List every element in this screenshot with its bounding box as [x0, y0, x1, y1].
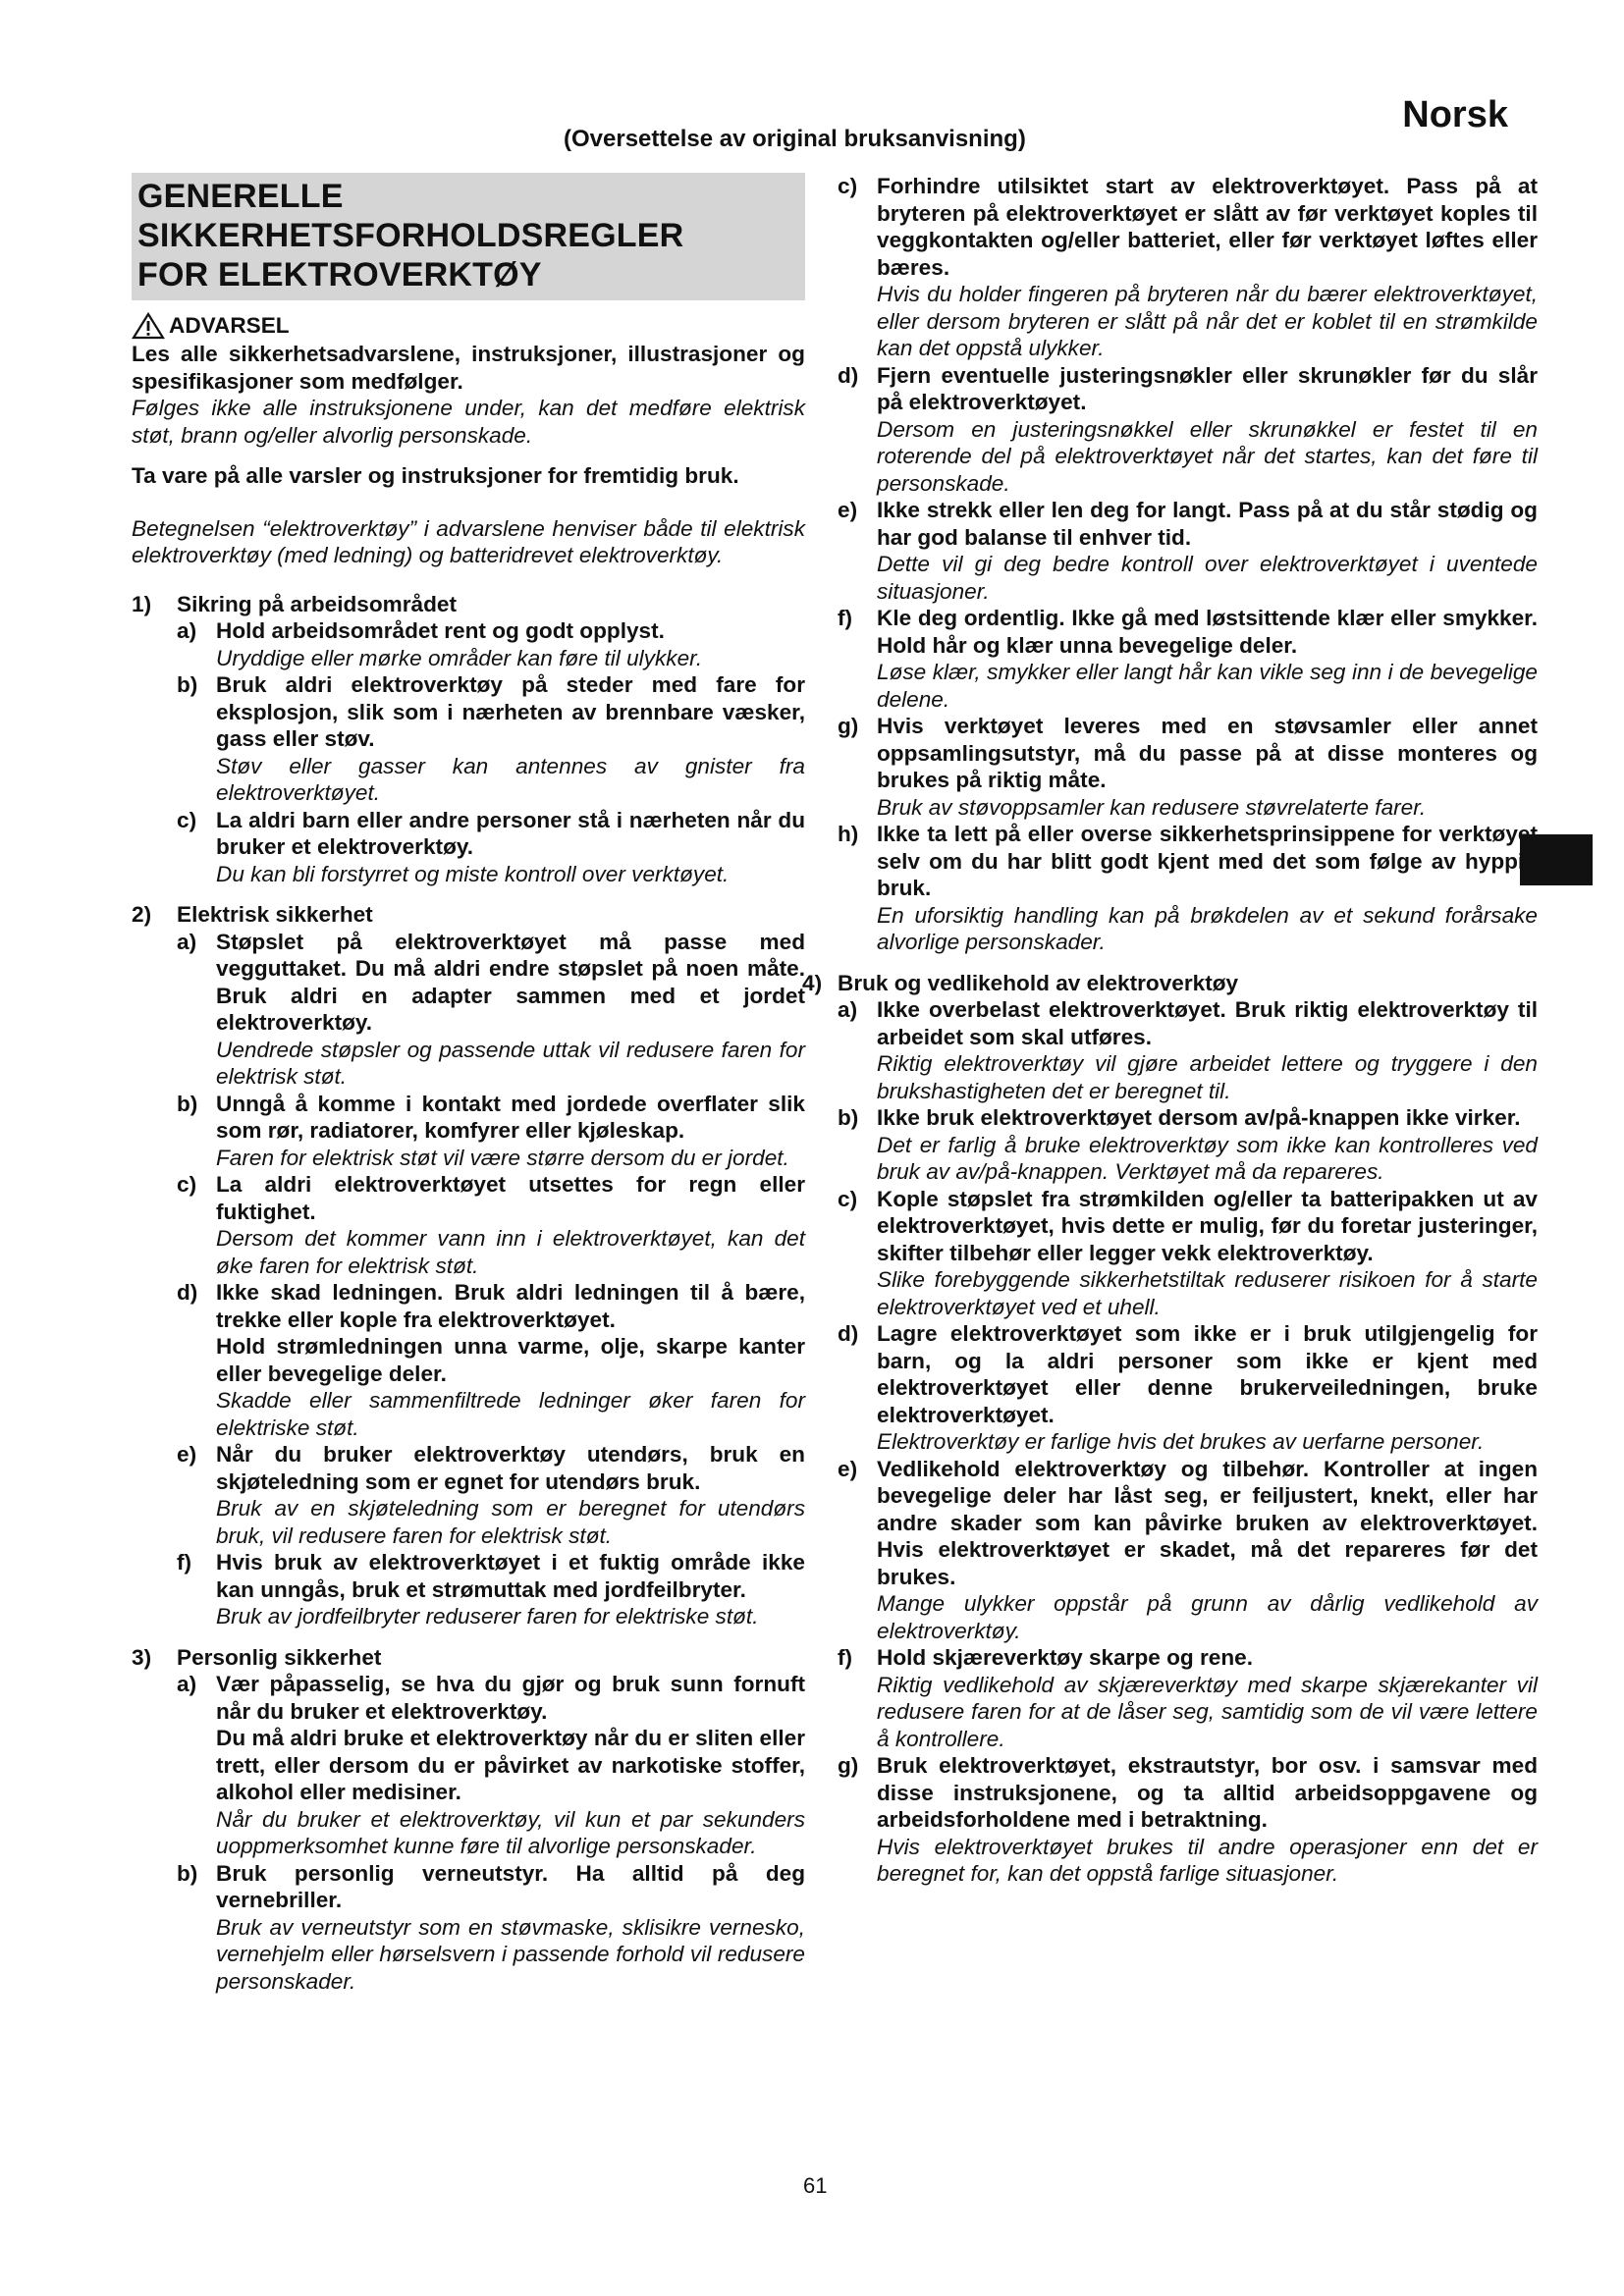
rule-item: f) Kle deg ordentlig. Ikke gå med løstsittende klær eller smykker. Hold hår og klær unna bevegelige deler. — [838, 606, 1538, 658]
warning-label: ADVARSEL — [169, 313, 290, 339]
rule-item: a) Støpslet på elektroverktøyet må passe med vegguttaket. Du må aldri endre støpslet på noen måte. Bruk aldri en adapter sammen med et jordet elektroverktøy. — [177, 929, 805, 1035]
section-heading: 3) Personlig sikkerhet — [132, 1644, 382, 1670]
rule-note: Du kan bli forstyrret og miste kontroll over verktøyet. — [216, 861, 730, 886]
rule-note: Riktig vedlikehold av skjæreverktøy med skarpe skjærekanter vil redusere faren for at de låser seg, samtidig som de vil være lettere å kontrollere. — [877, 1672, 1538, 1751]
page-number: 61 — [803, 2173, 828, 2198]
rule-note: Det er farlig å bruke elektroverktøy som ikke kan kontrolleres ved bruk av av/på-knappen. Verktøyet må da repareres. — [877, 1132, 1538, 1184]
banner-line: GENERELLE — [137, 178, 344, 215]
rule-note: Elektroverktøy er farlige hvis det brukes av uerfarne personer. — [877, 1429, 1485, 1454]
rule-item: h) Ikke ta lett på eller overse sikkerhetsprinsippene for verktøyet selv om du har blitt godt kjent med det som følge av hyppig bruk. — [838, 822, 1538, 900]
left-column — [132, 173, 805, 1995]
intro-instructions: Les alle sikkerhetsadvarslene, instruksjoner, illustrasjoner og spesifikasjoner som medfølger. — [132, 342, 805, 394]
rule-item: b) Bruk aldri elektroverktøy på steder med fare for eksplosjon, slik som i nærheten av brennbare væsker, gass eller støv. — [177, 672, 805, 751]
rule-note: Hvis elektroverktøyet brukes til andre operasjoner enn det er beregnet for, kan det oppstå farlige situasjoner. — [877, 1834, 1538, 1886]
rule-note: Bruk av verneutstyr som en støvmaske, sklisikre vernesko, vernehjelm eller hørselsvern i passende forhold vil redusere personskader. — [216, 1914, 805, 1994]
rule-item: c) Forhindre utilsiktet start av elektroverktøyet. Pass på at bryteren på elektroverktøyet er slått av før verktøyet koples til veggkontakten og/eller batteriet, eller før verktøyet løftes eller bæres. — [838, 174, 1538, 280]
rule-note: Slike forebyggende sikkerhetstiltak reduserer risikoen for å starte elektroverktøyet ved et uhell. — [877, 1267, 1538, 1319]
rule-note: Bruk av støvoppsamler kan redusere støvrelaterte farer. — [877, 794, 1427, 820]
rule-note: Løse klær, smykker eller langt hår kan vikle seg inn i de bevegelige delene. — [877, 660, 1538, 712]
rule-item: d) Ikke skad ledningen. Bruk aldri ledningen til å bære, trekke eller kople fra elektroverktøyet. — [177, 1280, 805, 1332]
section-heading: 4) Bruk og vedlikehold av elektroverktøy — [802, 970, 1239, 995]
banner-line: SIKKERHETSFORHOLDSREGLER — [137, 217, 684, 254]
rule-item: c) La aldri elektroverktøyet utsettes for regn eller fuktighet. — [177, 1172, 805, 1224]
rule-note: Når du bruker et elektroverktøy, vil kun et par sekunders uoppmerksomhet kunne føre til alvorlige personskader. — [216, 1806, 805, 1858]
rule-note: Mange ulykker oppstår på grunn av dårlig vedlikehold av elektroverktøy. — [877, 1591, 1538, 1643]
rule-note: En uforsiktig handling kan på brøkdelen av et sekund forårsake alvorlige personskader. — [877, 902, 1538, 954]
rule-item: e) Når du bruker elektroverktøy utendørs, bruk en skjøteledning som er egnet for utendørs bruk. — [177, 1442, 805, 1494]
section-heading: 1) Sikring på arbeidsområdet — [132, 591, 458, 616]
warning-heading — [132, 312, 805, 340]
rule-note: Uryddige eller mørke områder kan føre til ulykker. — [216, 645, 703, 670]
language-label: Norsk — [1402, 94, 1508, 135]
rule-item: a) Vær påpasselig, se hva du gjør og bruk sunn fornuft når du bruker et elektroverktøy. — [177, 1672, 805, 1724]
rule-note: Riktig elektroverktøy vil gjøre arbeidet lettere og tryggere i den brukshastigheten det er beregnet til. — [877, 1051, 1538, 1103]
rule-bold-note: Hold strømledningen unna varme, olje, skarpe kanter eller bevegelige deler. — [216, 1334, 805, 1386]
rule-item: c) Kople støpslet fra strømkilden og/eller ta batteripakken ut av elektroverktøyet, hvis dette er mulig, før du foretar justeringer, skifter tilbehør eller legger vekk elektroverktøy. — [838, 1186, 1538, 1265]
warning-triangle-icon — [132, 312, 165, 340]
banner-line: FOR ELEKTROVERKTØY — [137, 256, 542, 294]
rule-note: Faren for elektrisk støt vil være større dersom du er jordet. — [216, 1145, 789, 1170]
rule-item: e) Ikke strekk eller len deg for langt. Pass på at du står stødig og har god balanse til enhver tid. — [838, 498, 1538, 550]
rule-item: b) Unngå å komme i kontakt med jordede overflater slik som rør, radiatorer, komfyrer eller kjøleskap. — [177, 1091, 805, 1143]
rule-item: f) Hvis bruk av elektroverktøyet i et fuktig område ikke kan unngås, bruk et strømuttak med jordfeilbryter. — [177, 1550, 805, 1602]
document-subtitle: (Oversettelse av original bruksanvisning) — [564, 126, 1026, 152]
rule-note: Bruk av jordfeilbryter reduserer faren for elektriske støt. — [216, 1604, 759, 1629]
rule-item: g) Hvis verktøyet leveres med en støvsamler eller annet oppsamlingsutstyr, må du passe på at disse monteres og brukes på riktig måte. — [838, 714, 1538, 792]
rule-item: b) Ikke bruk elektroverktøyet dersom av/på-knappen ikke virker. — [838, 1105, 1521, 1130]
rule-item: d) Lagre elektroverktøyet som ikke er i bruk utilgjengelig for barn, og la aldri personer som ikke er kjent med elektroverktøyet eller denne brukerveiledningen, bruke elektroverktøyet. — [838, 1321, 1538, 1427]
rule-note: Bruk av en skjøteledning som er beregnet for utendørs bruk, vil redusere faren for elektrisk støt. — [216, 1496, 805, 1548]
rule-item: a) Hold arbeidsområdet rent og godt opplyst. — [177, 618, 665, 643]
definition-text: Betegnelsen “elektroverktøy” i advarslene henviser både til elektrisk elektroverktøy (med ledning) og batteridrevet elektroverktøy. — [132, 515, 805, 567]
rule-note: Dersom en justeringsnøkkel eller skrunøkkel er festet til en roterende del på elektroverktøyet når det startes, kan det føre til personskade. — [877, 416, 1538, 496]
right-column — [802, 173, 1538, 1888]
rule-note: Uendrede støpsler og passende uttak vil redusere faren for elektrisk støt. — [216, 1037, 805, 1089]
rule-note: Hvis du holder fingeren på bryteren når du bærer elektroverktøyet, eller dersom bryteren er slått på når det er koblet til en strømkilde kan det oppstå ulykker. — [877, 282, 1538, 360]
rule-item: d) Fjern eventuelle justeringsnøkler eller skrunøkler før du slår på elektroverktøyet. — [838, 362, 1538, 414]
rule-bold-note: Du må aldri bruke et elektroverktøy når du er sliten eller trett, eller dersom du er påvirket av narkotiske stoffer, alkohol eller medisiner. — [216, 1726, 805, 1804]
intro-consequence: Følges ikke alle instruksjonene under, kan det medføre elektrisk støt, brann og/eller alvorlig personskade. — [132, 396, 805, 448]
rule-item: f) Hold skjæreverktøy skarpe og rene. — [838, 1645, 1254, 1670]
rule-item: c) La aldri barn eller andre personer stå i nærheten når du bruker et elektroverktøy. — [177, 807, 805, 859]
rule-note: Støv eller gasser kan antennes av gnister fra elektroverktøyet. — [216, 753, 805, 805]
rule-item: a) Ikke overbelast elektroverktøyet. Bruk riktig elektroverktøy til arbeidet som skal utføres. — [838, 997, 1538, 1049]
rule-note: Skadde eller sammenfiltrede ledninger øker faren for elektriske støt. — [216, 1388, 805, 1440]
rule-item: e) Vedlikehold elektroverktøy og tilbehør. Kontroller at ingen bevegelige deler har låst seg, er feiljustert, knekt, eller har andre skader som kan påvirke bruken av elektroverktøyet. Hvis elektroverktøyet er skadet, må det repareres før det brukes. — [838, 1456, 1538, 1589]
rule-item: g) Bruk elektroverktøyet, ekstrautstyr, bor osv. i samsvar med disse instruksjonene, og ta alltid arbeidsoppgavene og arbeidsforholdene med i betraktning. — [838, 1753, 1538, 1832]
keep-instructions: Ta vare på alle varsler og instruksjoner for fremtidig bruk. — [132, 463, 739, 488]
rule-note: Dette vil gi deg bedre kontroll over elektroverktøyet i uventede situasjoner. — [877, 552, 1538, 604]
section-heading: 2) Elektrisk sikkerhet — [132, 902, 373, 927]
rule-note: Dersom det kommer vann inn i elektroverktøyet, kan det øke faren for elektrisk støt. — [216, 1226, 805, 1278]
section-banner — [132, 173, 805, 300]
rule-item: b) Bruk personlig verneutstyr. Ha alltid på deg vernebriller. — [177, 1860, 805, 1912]
